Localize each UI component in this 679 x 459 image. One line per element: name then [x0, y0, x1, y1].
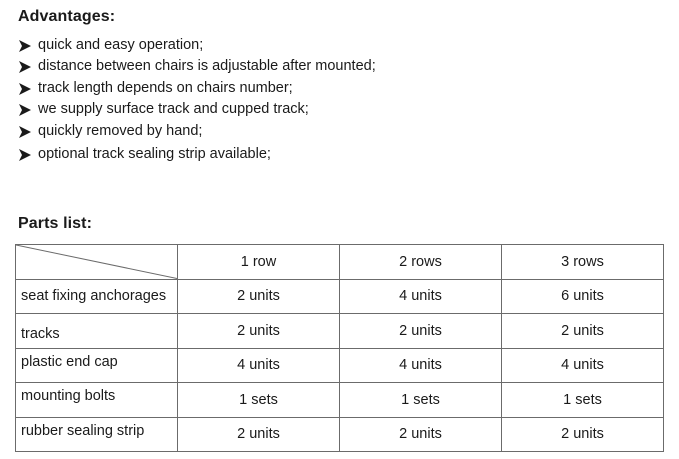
- arrowhead-bullet-icon: [18, 82, 32, 96]
- parts-table: [15, 244, 664, 452]
- table-cell: 2 units: [178, 417, 340, 452]
- arrowhead-bullet-icon: [18, 39, 32, 53]
- table-cell: 4 units: [340, 279, 502, 314]
- table-row: [16, 383, 664, 418]
- row-label: seat fixing anchorages: [16, 279, 178, 314]
- table-header-row: [16, 245, 664, 280]
- table-row: [16, 417, 664, 452]
- advantages-list: [18, 35, 376, 165]
- advantage-item-text: track length depends on chairs number;: [38, 79, 293, 96]
- arrowhead-bullet-icon: [18, 103, 32, 117]
- table-row: [16, 314, 664, 349]
- row-label: plastic end cap: [16, 348, 178, 383]
- table-cell: 4 units: [502, 348, 664, 383]
- advantages-heading: Advantages:: [18, 8, 116, 25]
- arrowhead-bullet-icon: [18, 125, 32, 139]
- row-label: tracks: [16, 314, 178, 349]
- corner-cell: [16, 245, 178, 280]
- table-cell: 1 sets: [502, 383, 664, 418]
- table-cell: 2 units: [340, 314, 502, 349]
- advantage-item-text: we supply surface track and cupped track;: [38, 101, 309, 118]
- table-cell: 2 units: [178, 314, 340, 349]
- table-cell: 2 units: [340, 417, 502, 452]
- table-cell: 4 units: [178, 348, 340, 383]
- advantage-item: [18, 35, 376, 56]
- row-label: rubber sealing strip: [16, 417, 178, 452]
- advantage-item-text: quickly removed by hand;: [38, 122, 203, 139]
- table-cell: 1 sets: [340, 383, 502, 418]
- advantage-item-text: quick and easy operation;: [38, 37, 204, 53]
- arrowhead-bullet-icon: [18, 148, 32, 162]
- column-header: 3 rows: [502, 245, 664, 280]
- advantage-item: [18, 144, 376, 165]
- table-cell: 2 units: [502, 314, 664, 349]
- column-header: 2 rows: [340, 245, 502, 280]
- table-cell: 4 units: [340, 348, 502, 383]
- table-cell: 2 units: [178, 279, 340, 314]
- advantage-item-text: optional track sealing strip available;: [38, 145, 271, 162]
- column-header: 1 row: [178, 245, 340, 280]
- advantage-item: [18, 78, 376, 99]
- advantage-item: [18, 56, 376, 77]
- arrowhead-bullet-icon: [18, 60, 32, 74]
- table-cell: 6 units: [502, 279, 664, 314]
- table-cell: 2 units: [502, 417, 664, 452]
- diagonal-line: [16, 245, 177, 279]
- advantage-item-text: distance between chairs is adjustable after mounted;: [38, 58, 376, 75]
- table-row: [16, 348, 664, 383]
- advantage-item: [18, 121, 376, 142]
- table-cell: 1 sets: [178, 383, 340, 418]
- row-label: mounting bolts: [16, 383, 178, 418]
- table-row: [16, 279, 664, 314]
- parts-list-heading: Parts list:: [18, 215, 93, 232]
- advantage-item: [18, 99, 376, 120]
